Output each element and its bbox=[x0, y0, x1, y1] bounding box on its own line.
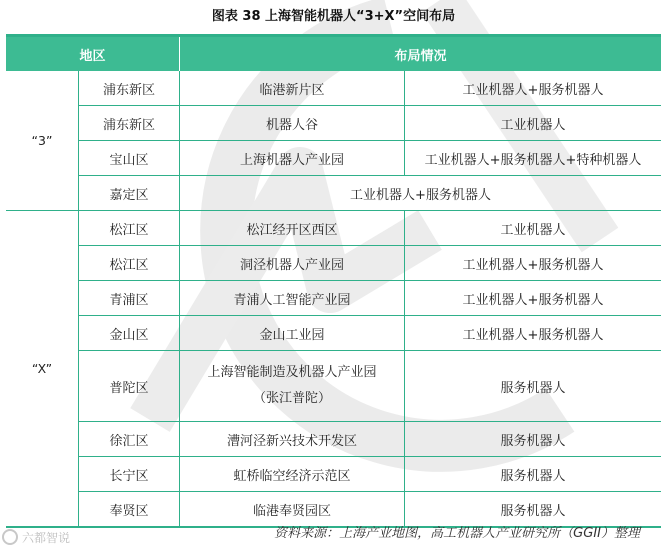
table-row bbox=[79, 71, 661, 106]
table-row bbox=[79, 141, 661, 176]
figure-title: 图表 38 上海智能机器人“3+X”空间布局 bbox=[211, 9, 456, 24]
type-cell: 工业机器人+服务机器人+特种机器人 bbox=[424, 152, 642, 168]
type-cell-merged: 工业机器人+服务机器人 bbox=[350, 187, 491, 203]
group-label: “3” bbox=[6, 71, 79, 210]
brand-logo bbox=[2, 526, 70, 548]
type-cell: 工业机器人 bbox=[500, 222, 566, 238]
table-header bbox=[6, 37, 661, 71]
park-cell: 临港新片区 bbox=[180, 71, 405, 105]
area-cell: 松江区 bbox=[79, 211, 180, 245]
group-3 bbox=[6, 71, 661, 211]
header-region: 地区 bbox=[6, 37, 180, 71]
park-cell: 洞泾机器人产业园 bbox=[180, 246, 405, 280]
park-cell: 上海机器人产业园 bbox=[180, 141, 405, 175]
type-cell: 工业机器人+服务机器人 bbox=[462, 327, 604, 343]
area-cell: 浦东新区 bbox=[79, 106, 180, 140]
type-cell: 服务机器人 bbox=[500, 380, 566, 396]
park-cell: 漕河泾新兴技术开发区 bbox=[180, 422, 405, 456]
table-row bbox=[79, 422, 661, 457]
group-label: “X” bbox=[6, 211, 79, 526]
park-cell: 金山工业园 bbox=[180, 316, 405, 350]
park-cell: 松江经开区西区 bbox=[180, 211, 405, 245]
area-cell: 青浦区 bbox=[79, 281, 180, 315]
area-cell: 浦东新区 bbox=[79, 71, 180, 105]
area-cell: 普陀区 bbox=[79, 351, 180, 421]
park-cell: 机器人谷 bbox=[180, 106, 405, 140]
park-cell: 虹桥临空经济示范区 bbox=[180, 457, 405, 491]
type-cell: 工业机器人+服务机器人 bbox=[462, 257, 604, 273]
table-row bbox=[79, 351, 661, 422]
area-cell: 徐汇区 bbox=[79, 422, 180, 456]
header-layout: 布局情况 bbox=[394, 48, 447, 64]
group-x bbox=[6, 211, 661, 526]
area-cell: 松江区 bbox=[79, 246, 180, 280]
table-row bbox=[79, 281, 661, 316]
area-cell: 宝山区 bbox=[79, 141, 180, 175]
park-name-line1: 上海智能制造及机器人产业园 bbox=[207, 365, 377, 380]
area-cell: 长宁区 bbox=[79, 457, 180, 491]
type-cell: 工业机器人 bbox=[500, 117, 566, 133]
type-cell: 工业机器人+服务机器人 bbox=[462, 292, 604, 308]
park-cell: 青浦人工智能产业园 bbox=[180, 281, 405, 315]
area-cell: 金山区 bbox=[79, 316, 180, 350]
type-cell: 工业机器人+服务机器人 bbox=[462, 82, 604, 98]
source-note: 资料来源：上海产业地图，高工机器人产业研究所（GGII）整理 bbox=[274, 526, 640, 541]
area-cell: 奉贤区 bbox=[79, 492, 180, 526]
table-row bbox=[79, 457, 661, 492]
type-cell: 服务机器人 bbox=[500, 503, 566, 519]
table-row bbox=[79, 211, 661, 246]
table-row bbox=[79, 106, 661, 141]
area-cell: 嘉定区 bbox=[79, 176, 180, 210]
park-cell bbox=[180, 351, 405, 421]
table-row bbox=[79, 492, 661, 526]
park-name-line2: （张江普陀） bbox=[252, 391, 331, 406]
logo-icon bbox=[2, 529, 18, 545]
type-cell: 服务机器人 bbox=[500, 468, 566, 484]
table-row bbox=[79, 246, 661, 281]
logo-text: 六都智说 bbox=[22, 530, 71, 545]
table-row bbox=[79, 316, 661, 351]
table-row bbox=[79, 176, 661, 210]
park-cell: 临港奉贤园区 bbox=[180, 492, 405, 526]
type-cell: 服务机器人 bbox=[500, 433, 566, 449]
layout-table bbox=[6, 34, 661, 528]
